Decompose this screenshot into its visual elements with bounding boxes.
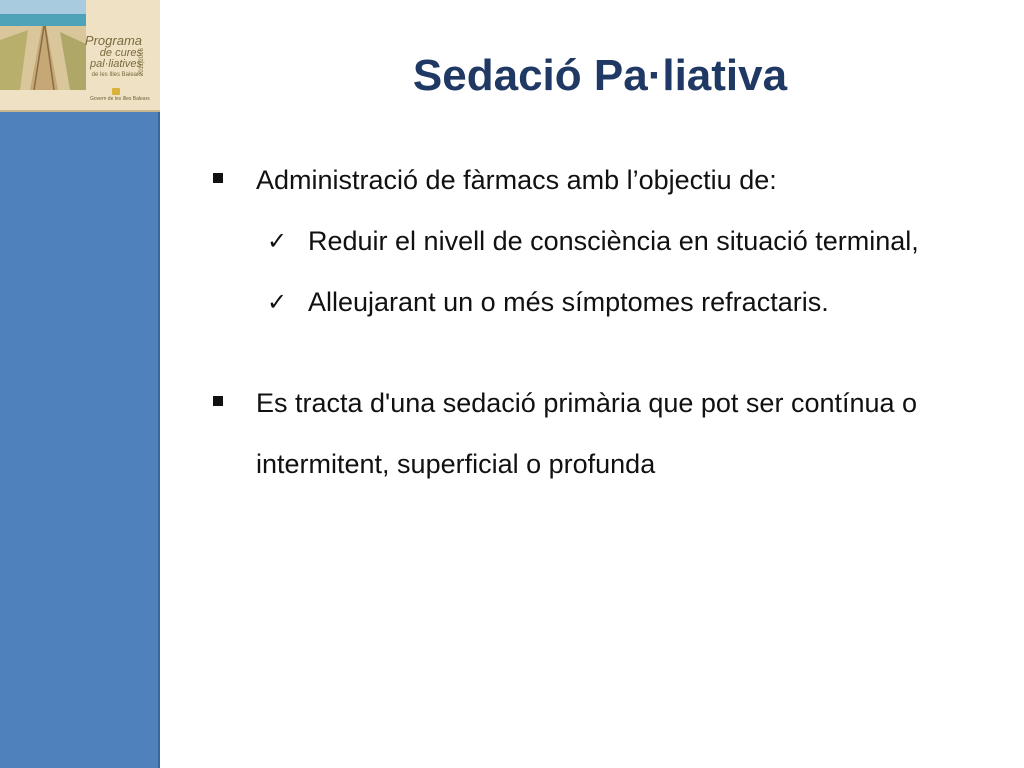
check-icon: ✓ <box>267 228 288 255</box>
bullet-text: Administració de fàrmacs amb l’objectiu de: <box>256 165 777 195</box>
square-bullet-icon <box>213 173 223 183</box>
crest-icon <box>112 88 120 95</box>
logo-line3: de les Illes Balears <box>91 72 142 78</box>
spacer <box>205 333 1005 373</box>
bullet-item-2 <box>205 373 1005 495</box>
logo-govern: Govern de les Illes Balears <box>90 96 150 102</box>
sidebar-band <box>0 112 160 768</box>
logo-line1: Programa <box>84 33 142 48</box>
sub-item-1 <box>267 211 1005 272</box>
program-logo <box>0 0 160 112</box>
bullet-text: Es tracta d'una sedació primària que pot ser contínua o intermitent, superficial o profunda <box>256 388 918 479</box>
logo-line2: de cures pal·liatives <box>90 47 142 70</box>
sub-item-2 <box>267 272 1005 333</box>
bullet-list <box>205 150 1005 495</box>
square-bullet-icon <box>213 396 223 406</box>
logo-text <box>60 34 142 78</box>
slide-title: Sedació Pa·liativa <box>412 51 788 100</box>
bullet-item-1 <box>205 150 1005 211</box>
sub-item-text: Reduir el nivell de consciència en situació terminal, <box>308 226 919 256</box>
sub-item-text: Alleujarant un o més símptomes refractaris. <box>308 287 829 317</box>
check-icon: ✓ <box>267 289 288 316</box>
logo-year: 2011|2016 <box>139 48 145 76</box>
